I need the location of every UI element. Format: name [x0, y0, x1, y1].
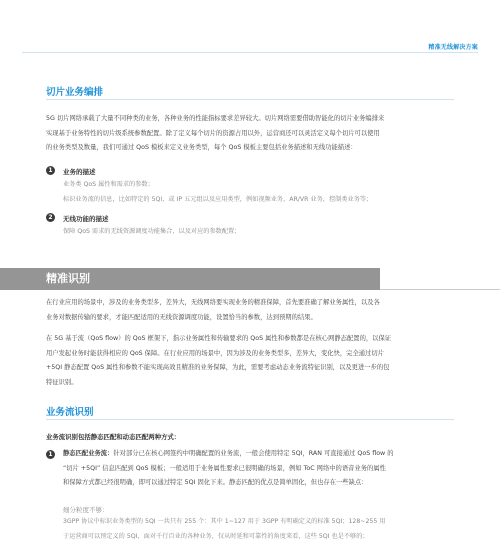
section3-lead: 业务流识别包括静态匹配和动态匹配两种方式： [46, 433, 181, 441]
text-line: 用户发起业务时能获得相应的 QoS 保障。在行业应用的场景中，因为涉及的业务类型多，差异大，变化快，完全通过切片 [46, 349, 384, 357]
header-divider [22, 52, 478, 53]
section-divider [46, 419, 454, 420]
sub-heading: 细分粒度不够： [63, 506, 109, 514]
text-line: +5QI 静态配置 QoS 属性和参数不能实现高效且精准的业务保障，为此，需要考虑动态业务流特征识别，以及更进一步的包 [46, 364, 390, 371]
section1-paragraph [46, 112, 454, 156]
bullet-number-icon: 1 [46, 450, 55, 459]
bullet-detail [63, 225, 455, 240]
bullet-number-icon: 1 [46, 166, 55, 175]
section-divider [46, 99, 454, 100]
text-line: 的业务类型及数量，我们可通过 QoS 模板来定义业务类型，每个 QoS 模板主要包括业务描述和无线功能描述： [46, 144, 357, 151]
bullet-paragraph [63, 447, 455, 491]
text-line: 业务类 QoS 属性和需求的参数； [63, 181, 154, 188]
text-line: 针对部分已在核心网签约中明确配置的业务流，一般会使用特定 5QI，RAN 可直接通过 QoS flow 的 [113, 450, 394, 457]
text-line: 在行业应用的场景中，涉及的业务类型多，差异大，无线网络要实现业务的精准保障，首先要准确了解业务属性，以及各 [46, 299, 380, 306]
section-title-flow-identification: 业务流识别 [46, 407, 94, 418]
text-line: “切片 +5QI” 信息匹配到 QoS 模板；一般适用于业务属性要求已很明确的场景，例如 ToC 网络中的语音业务的属性 [63, 464, 386, 472]
bullet-number-icon: 2 [46, 213, 55, 222]
sub-detail [63, 515, 455, 544]
section-title-slice-orchestration: 切片业务编排 [46, 87, 104, 98]
section2-paragraph-1 [46, 296, 454, 325]
text-line: 3GPP 协议中标识业务类型的 5QI 一共只有 255 个：其中 1~127 用于 3GPP 有明确定义的标准 5QI；128~255 用 [63, 518, 386, 525]
text-line: 于运营商可以预定义的 5QI，面对千行百业的各种业务，仅从时延和可靠性的角度来看，这些 5QI 也是不够的； [63, 532, 369, 540]
text-line: 业务对数据传输的要求，才能匹配适用的无线资源调度功能，设置恰当的参数，达到预期的结果。 [46, 313, 317, 321]
text-line: 实现基于业务特性的切片级系统参数配置。除了定义每个切片的资源占用以外，运营商还可以灵活定义每个切片可以使用 [46, 129, 380, 137]
section-title-precise-identification: 精准识别 [46, 272, 90, 285]
bullet-heading: 业务的描述 [63, 168, 96, 176]
text-line: 和保障方式都已经很明确，即可以通过特定 5QI 固化下来。静态匹配的优点是简单固化，但也存在一些缺点： [63, 479, 368, 486]
header-tag: 精准无线解决方案 [428, 44, 478, 51]
text-line: 保障 QoS 需求的无线资源调度功能集合，以及对应的参数配置； [63, 228, 241, 235]
section2-paragraph-2 [46, 332, 454, 390]
section-divider [380, 289, 500, 290]
bullet-heading: 静态匹配业务流： [63, 450, 114, 457]
bullet-detail [63, 178, 455, 207]
bullet-heading: 无线功能的描述 [63, 215, 109, 223]
text-line: 在 5G 基于流（QoS flow）的 QoS 框架下，指示业务属性和传输要求的 QoS 属性和参数都是在核心网静态配置的，以保证 [46, 335, 392, 342]
text-line: 特征识别。 [46, 378, 78, 386]
text-line: 5G 切片网络承载了大量不同种类的业务，各种业务的性能指标要求差异较大。切片网络需要借助智能化的切片业务编排来 [46, 115, 385, 122]
text-line: 标识业务流的信息，比如特定的 5QI，或 IP 五元组以及应用类型，例如视频业务，AR/VR 业务，控制类业务等； [63, 195, 373, 203]
